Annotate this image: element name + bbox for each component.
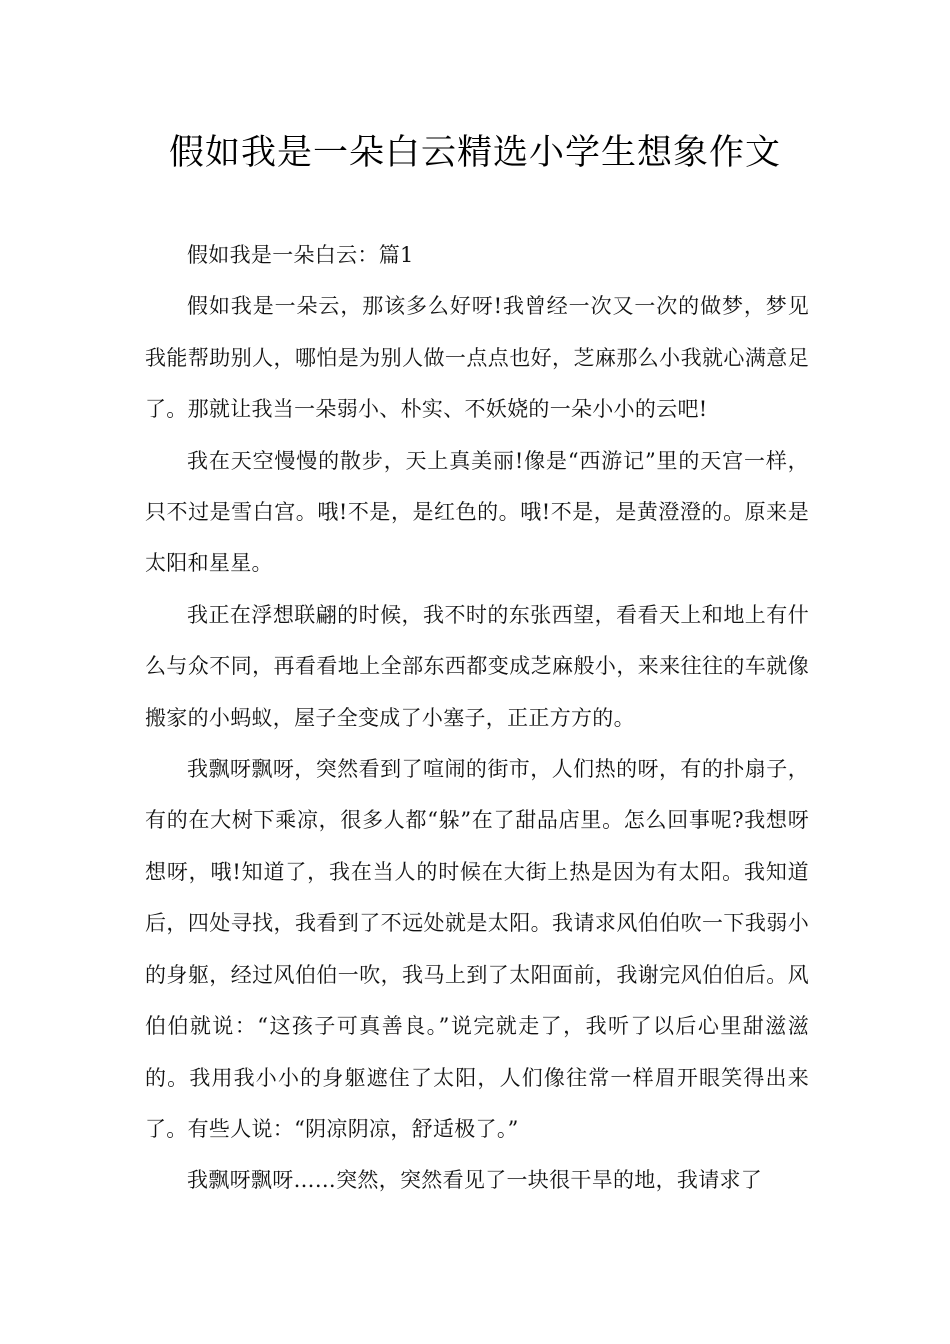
- paragraph-1: 假如我是一朵云，那该多么好呀!我曾经一次又一次的做梦，梦见我能帮助别人，哪怕是为别人做一点点也好，芝麻那么小我就心满意足了。那就让我当一朵弱小、朴实、不妖娆的一朵小小的云吧!: [145, 294, 809, 422]
- paragraph-5: 我飘呀飘呀……突然，突然看见了一块很干旱的地，我请求了: [187, 1168, 763, 1193]
- paragraph-2: 我在天空慢慢的散步，天上真美丽!像是“西游记”里的天宫一样，只不过是雪白宫。哦!不是，是红色的。哦!不是，是黄澄澄的。原来是太阳和星星。: [145, 448, 809, 576]
- section-heading: 假如我是一朵白云：篇1: [187, 243, 414, 267]
- paragraph-4: 我飘呀飘呀，突然看到了喧闹的街市，人们热的呀，有的扑扇子，有的在大树下乘凉，很多人都“躲”在了甜品店里。怎么回事呢?我想呀想呀，哦!知道了，我在当人的时候在大街上热是因为有太阳。我知道后，四处寻找，我看到了不远处就是太阳。我请求风伯伯吹一下我弱小的身躯，经过风伯伯一吹，我马上到了太阳面前，我谢完风伯伯后。风伯伯就说：“这孩子可真善良。”说完就走了，我听了以后心里甜滋滋的。我用我小小的身躯遮住了太阳，人们像往常一样眉开眼笑得出来了。有些人说：“阴凉阴凉，舒适极了。”: [145, 757, 809, 1141]
- paragraph-3: 我正在浮想联翩的时候，我不时的东张西望，看看天上和地上有什么与众不同，再看看地上全部东西都变成芝麻般小，来来往往的车就像搬家的小蚂蚁，屋子全变成了小塞子，正正方方的。: [145, 602, 809, 730]
- document-title: 假如我是一朵白云精选小学生想象作文: [168, 133, 781, 173]
- document-body: [145, 230, 809, 1207]
